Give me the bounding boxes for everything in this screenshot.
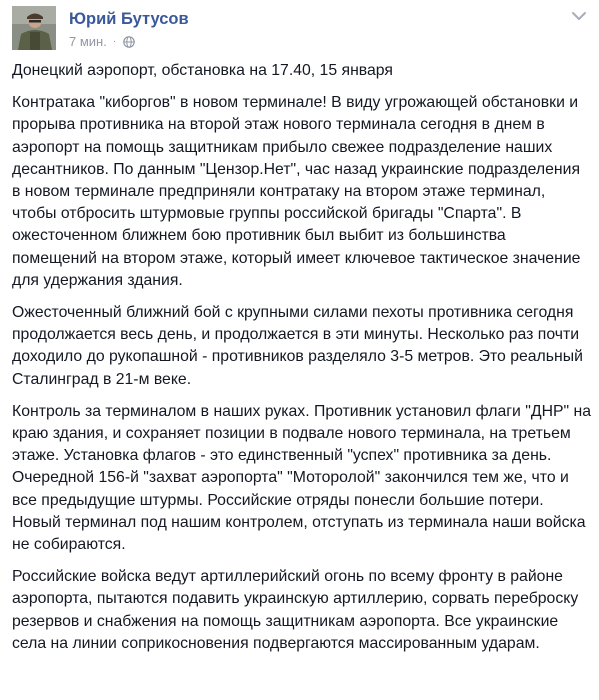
chevron-down-icon[interactable] [571, 10, 587, 22]
meta-separator: · [112, 36, 117, 47]
avatar[interactable] [12, 6, 56, 50]
post-paragraph-title: Донецкий аэропорт, обстановка на 17.40, 15 января [12, 62, 393, 79]
post-paragraph: Контратака "киборгов" в новом терминале! В виду угрожающей обстановки и прорыва противника на второй этаж нового терминала сегодня в днем в аэропорт на помощь защитникам прибыло свежее подразделение наших десантников. По данным "Цензор.Нет", час назад украинские подразделения в новом терминале предприняли контратаку на втором этаже терминал, чтобы отбросить штурмовые группы российской бригады "Спарта". В ожесточенном ближнем бою противник был выбит из большинства помещений на втором этаже, который имеет ключевое тактическое значение для удержания здания. [12, 94, 581, 289]
avatar-photo-icon [12, 6, 56, 50]
globe-icon[interactable] [123, 36, 135, 48]
post-body [12, 60, 592, 665]
post-paragraph: Контроль за терминалом в наших руках. Противник установил флаги "ДНР" на краю здания, и сохраняет позиции в подвале нового терминала, на третьем этаже. Установка флагов - это единственный "успех" противника за день. Очередной 156-й "захват аэропорта" "Моторолой" закончился тем же, что и все предыдущие штурмы. Российские отряды понесли большие потери. Новый терминал под нашим контролем, отступать из терминала наши войска не собираются. [12, 402, 592, 554]
post-timestamp[interactable]: 7 мин. [69, 34, 107, 49]
post-header [12, 6, 587, 56]
post-paragraph: Ожесточенный ближний бой с крупными силами пехоты противника сегодня продолжается весь день, и продолжается в эти минуты. Несколько раз почти доходило до рукопашной - противников разделяло 3-5 метров. Это реальный Сталинград в 21-м веке. [12, 304, 583, 388]
author-name[interactable]: Юрий Бутусов [69, 10, 189, 28]
post-meta [69, 34, 135, 49]
post-paragraph: Российские войска ведут артиллерийский огонь по всему фронту в районе аэропорта, пытаются подавить украинскую артиллерию, сорвать переброску резервов и снабжения на помощь защитникам аэропорта. Все украинские села на линии соприкосновения подвергаются массированным ударам. [12, 568, 579, 652]
